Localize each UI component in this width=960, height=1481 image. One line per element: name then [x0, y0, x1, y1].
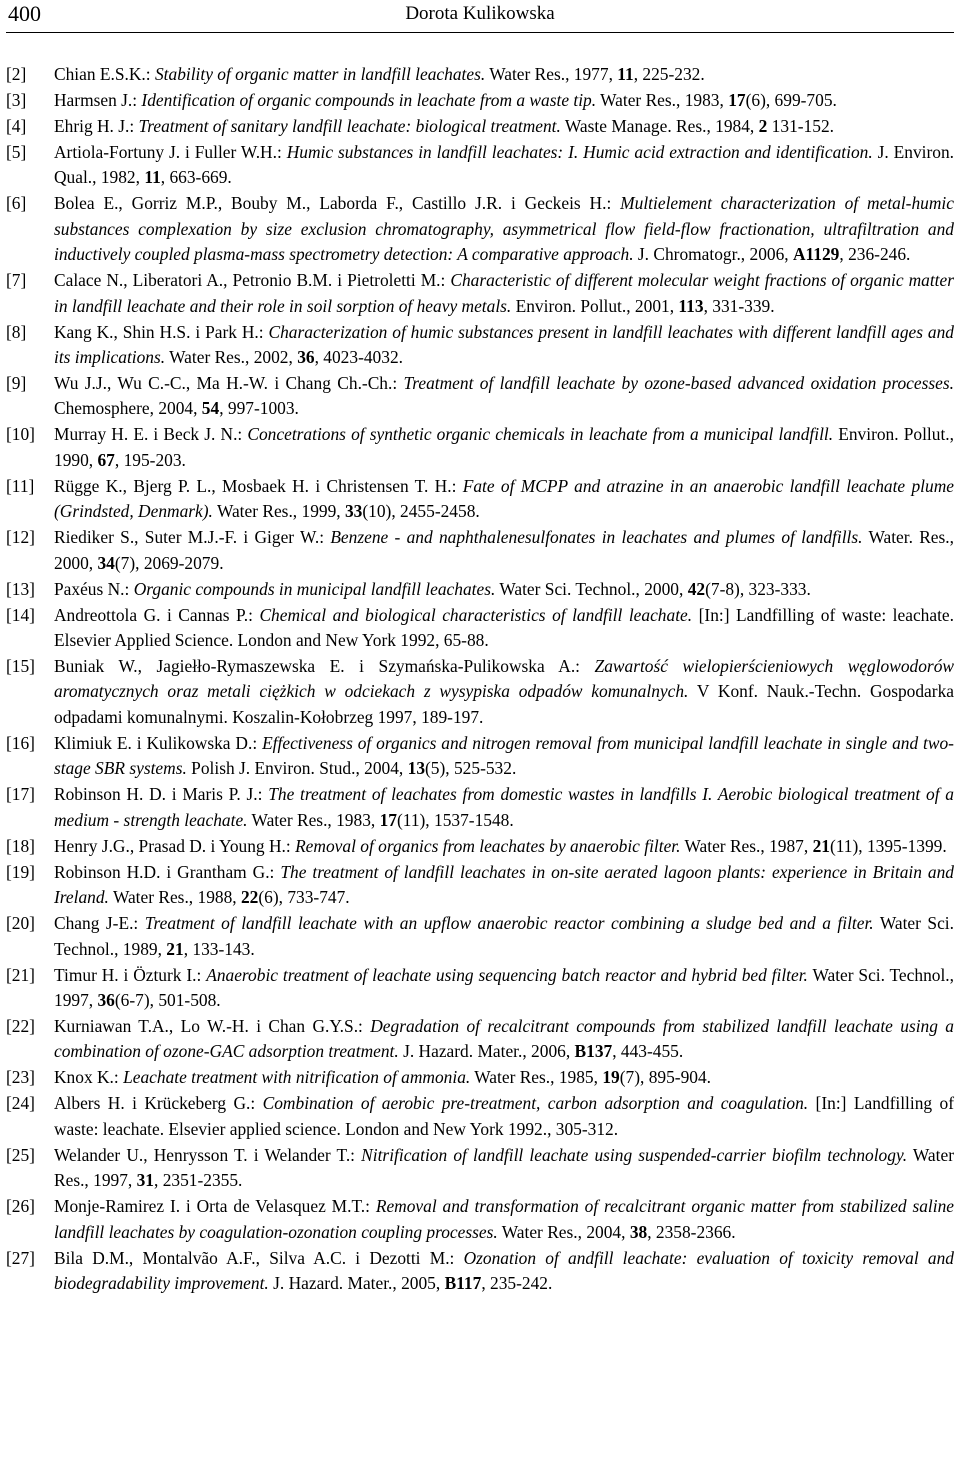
reference-number: [16]: [6, 732, 35, 753]
reference-volume: 42: [687, 578, 706, 599]
reference-authors: Robinson H.D. i Grantham G.:: [54, 861, 281, 882]
reference-pages: , 663-669.: [160, 167, 232, 188]
reference-pages: , 236-246.: [839, 244, 911, 265]
reference-authors: Knox K.:: [54, 1067, 124, 1088]
reference-volume: 19: [602, 1067, 620, 1088]
reference-title: Leachate treatment with nitrification of ammonia.: [123, 1067, 471, 1088]
reference-journal: J. Hazard. Mater., 2005,: [268, 1272, 445, 1293]
reference-number: [3]: [6, 90, 27, 110]
reference-title: Degradation of recalcitrant compounds from stabilized landfill leachate using a combination of ozone-GAC adsorption treatment.: [54, 1015, 954, 1062]
reference-authors: Wu J.J., Wu C.-C., Ma H.-W. i Chang Ch.-Ch.:: [54, 373, 404, 394]
reference-pages: , 2351-2355.: [154, 1170, 243, 1191]
reference-title: Multielement characterization of metal-humic substances complexation by size exclusion chromatography, asymmetrical flow field-flow fractionation, ultrafiltration and inductively coupled plasma-mass spectrometry detection: A comparative approach.: [54, 193, 954, 265]
reference-volume: 11: [144, 167, 161, 188]
reference-title: Treatment of landfill leachate with an upflow anaerobic reactor combining a sludge bed and a filter.: [144, 913, 874, 934]
reference-volume: 17: [379, 809, 397, 830]
reference-title: Characterization of humic substances present in landfill leachates with different landfill ages and its implications.: [54, 321, 954, 368]
reference-volume: B137: [574, 1041, 613, 1062]
reference-authors: Klimiuk E. i Kulikowska D.:: [54, 732, 263, 753]
reference-pages: , 997-1003.: [219, 398, 299, 419]
reference-authors: Kang K., Shin H.S. i Park H.:: [54, 321, 269, 342]
reference-volume: 34: [97, 552, 115, 573]
reference-item: [6, 782, 954, 833]
reference-authors: Riediker S., Suter M.J.-F. i Giger W.:: [54, 527, 331, 548]
reference-item: [6, 88, 954, 113]
reference-number: [15]: [6, 656, 35, 677]
reference-item: [6, 963, 954, 1014]
reference-title: Identification of organic compounds in leachate from a waste tip.: [141, 90, 597, 110]
reference-journal: J. Chromatogr., 2006,: [633, 244, 793, 265]
reference-number: [13]: [6, 578, 35, 599]
reference-number: [24]: [6, 1093, 35, 1114]
running-header: [6, 0, 954, 33]
reference-volume: 38: [629, 1221, 648, 1242]
reference-volume: 2: [758, 116, 768, 136]
reference-journal: Water Res., 1987,: [680, 835, 813, 856]
reference-item: [6, 654, 954, 730]
reference-title: Removal and transformation of recalcitrant organic matter from stabilized saline landfill leachates by coagulation-ozonation coupling processes.: [54, 1196, 954, 1242]
reference-pages: , 225-232.: [633, 64, 705, 84]
reference-journal: Water. Res., 2000,: [54, 527, 954, 573]
reference-item: [6, 860, 954, 911]
reference-item: [6, 62, 954, 87]
reference-number: [5]: [6, 142, 27, 162]
reference-item: [6, 525, 954, 576]
reference-item: [6, 422, 954, 473]
reference-title: Chemical and biological characteristics of landfill leachate.: [259, 604, 693, 625]
reference-authors: Calace N., Liberatori A., Petronio B.M. i Pietroletti M.:: [54, 270, 451, 291]
page-number: 400: [8, 1, 41, 26]
reference-authors: Ehrig H. J.:: [54, 116, 139, 136]
reference-pages: , 235-242.: [481, 1272, 553, 1293]
reference-title: Zawartość wielopierścieniowych węglowodorów aromatycznych oraz metali ciężkich w odciekach z wysypiska odpadów komunalnych.: [54, 656, 954, 702]
reference-journal: [In:] Landfilling of waste: leachate. Elsevier Applied Science. London and New York 1992, 65-88.: [54, 604, 954, 651]
reference-journal: Polish J. Environ. Stud., 2004,: [186, 758, 408, 779]
reference-volume: 13: [407, 758, 426, 779]
reference-number: [18]: [6, 835, 35, 856]
reference-pages: (7-8), 323-333.: [705, 578, 811, 599]
reference-authors: Artiola-Fortuny J. i Fuller W.H.:: [54, 142, 287, 162]
reference-journal: Water Sci. Technol., 1997,: [54, 964, 954, 1010]
reference-title: Combination of aerobic pre-treatment, carbon adsorption and coagulation.: [262, 1093, 809, 1114]
reference-pages: (5), 525-532.: [425, 758, 517, 779]
reference-journal: Water Res., 2004,: [497, 1221, 630, 1242]
reference-journal: Environ. Pollut., 2001,: [511, 295, 679, 316]
reference-number: [10]: [6, 424, 35, 445]
reference-title: Ozonation of andfill leachate: evaluation of toxicity removal and biodegradability improvement.: [54, 1247, 954, 1293]
reference-number: [17]: [6, 784, 35, 805]
reference-volume: B117: [444, 1272, 482, 1293]
reference-number: [6]: [6, 193, 27, 214]
reference-pages: (11), 1395-1399.: [829, 835, 947, 856]
reference-authors: Bila D.M., Montalvão A.F., Silva A.C. i Dezotti M.:: [54, 1247, 464, 1268]
reference-volume: 11: [617, 64, 634, 84]
reference-authors: Buniak W., Jagiełło-Rymaszewska E. i Szymańska-Pulikowska A.:: [54, 656, 595, 677]
reference-journal: Water Res., 1988,: [108, 887, 241, 908]
reference-volume: 67: [97, 449, 115, 470]
reference-authors: Harmsen J.:: [54, 90, 142, 110]
reference-pages: 131-152.: [767, 116, 834, 136]
reference-item: [6, 1194, 954, 1245]
reference-volume: 22: [240, 887, 259, 908]
reference-journal: Waste Manage. Res., 1984,: [560, 116, 759, 136]
reference-authors: Paxéus N.:: [54, 578, 134, 599]
reference-pages: (11), 1537-1548.: [396, 809, 514, 830]
reference-number: [21]: [6, 964, 35, 985]
reference-pages: (6), 733-747.: [258, 887, 350, 908]
reference-journal: Water Res., 1999,: [212, 501, 345, 522]
reference-title: Characteristic of different molecular weight fractions of organic matter in landfill leachate and their role in soil sorption of heavy metals.: [54, 270, 954, 316]
reference-title: Effectiveness of organics and nitrogen removal from municipal landfill leachate in single and two-stage SBR systems.: [54, 732, 954, 779]
reference-journal: [In:] Landfilling of waste: leachate. Elsevier applied science. London and New York 1992., 305-312.: [54, 1093, 955, 1139]
reference-title: Humic substances in landfill leachates: I. Humic acid extraction and identification.: [286, 142, 873, 162]
reference-title: Treatment of landfill leachate by ozone-based advanced oxidation processes.: [403, 373, 954, 394]
reference-number: [2]: [6, 64, 27, 84]
reference-item: [6, 911, 954, 962]
reference-title: Treatment of sanitary landfill leachate: biological treatment.: [138, 116, 561, 136]
reference-number: [27]: [6, 1247, 35, 1268]
reference-title: Stability of organic matter in landfill leachates.: [154, 64, 486, 84]
reference-journal: Water Res., 1997,: [54, 1144, 954, 1191]
reference-item: [6, 834, 954, 859]
reference-number: [8]: [6, 321, 27, 342]
reference-volume: 113: [678, 295, 704, 316]
reference-journal: Water Sci. Technol., 2000,: [495, 578, 688, 599]
reference-journal: Environ. Pollut., 1990,: [54, 424, 954, 470]
reference-volume: 54: [201, 398, 220, 419]
reference-authors: Andreottola G. i Cannas P.:: [54, 604, 260, 625]
reference-journal: Water Res., 2002,: [165, 347, 298, 368]
reference-volume: 33: [344, 501, 363, 522]
reference-pages: , 2358-2366.: [647, 1221, 736, 1242]
reference-volume: 36: [97, 989, 115, 1010]
reference-volume: 31: [136, 1170, 154, 1191]
reference-item: [6, 731, 954, 782]
reference-number: [23]: [6, 1067, 35, 1088]
reference-number: [22]: [6, 1015, 35, 1036]
reference-pages: , 4023-4032.: [314, 347, 403, 368]
reference-title: Concetrations of synthetic organic chemicals in leachate from a municipal landfill.: [247, 424, 834, 445]
reference-item: [6, 1014, 954, 1065]
reference-item: [6, 1065, 954, 1090]
reference-volume: A1129: [792, 244, 840, 265]
reference-pages: (10), 2455-2458.: [362, 501, 480, 522]
header-author: Dorota Kulikowska: [405, 3, 555, 24]
reference-title: The treatment of landfill leachates in on-site aerated lagoon plants: experience in Britain and Ireland.: [54, 861, 954, 908]
reference-title: Removal of organics from leachates by anaerobic filter.: [295, 835, 681, 856]
reference-authors: Timur H. i Özturk I.:: [54, 964, 207, 985]
reference-pages: (6), 699-705.: [745, 90, 837, 110]
reference-title: Organic compounds in municipal landfill leachates.: [133, 578, 496, 599]
reference-journal: Water Sci. Technol., 1989,: [54, 913, 954, 959]
reference-volume: 21: [812, 835, 830, 856]
reference-authors: Chian E.S.K.:: [54, 64, 155, 84]
reference-number: [12]: [6, 527, 35, 548]
reference-pages: (6-7), 501-508.: [114, 989, 221, 1010]
reference-authors: Kurniawan T.A., Lo W.-H. i Chan G.Y.S.:: [54, 1015, 371, 1036]
reference-item: [6, 577, 954, 602]
reference-item: [6, 140, 954, 191]
reference-item: [6, 1091, 954, 1142]
reference-title: The treatment of leachates from domestic wastes in landfills I. Aerobic biological treatment of a medium - strength leachate.: [54, 784, 954, 830]
reference-pages: , 195-203.: [114, 449, 186, 470]
reference-number: [4]: [6, 116, 27, 136]
reference-item: [6, 1143, 954, 1194]
reference-number: [7]: [6, 270, 27, 291]
reference-volume: 21: [166, 938, 184, 959]
reference-authors: Rügge K., Bjerg P. L., Mosbaek H. i Christensen T. H.:: [54, 475, 463, 496]
reference-title: Benzene - and naphthalenesulfonates in leachates and plumes of landfills.: [330, 527, 863, 548]
reference-volume: 17: [728, 90, 746, 110]
reference-item: [6, 371, 954, 422]
reference-item: [6, 114, 954, 139]
reference-item: [6, 191, 954, 267]
reference-title: Anaerobic treatment of leachate using sequencing batch reactor and hybrid bed filter.: [206, 964, 808, 985]
reference-authors: Murray H. E. i Beck J. N.:: [54, 424, 248, 445]
reference-number: [20]: [6, 913, 35, 934]
reference-number: [26]: [6, 1196, 35, 1217]
reference-journal: Water Res., 1983,: [247, 809, 380, 830]
reference-journal: Water Res., 1983,: [596, 90, 729, 110]
reference-pages: , 133-143.: [183, 938, 255, 959]
reference-title: Nitrification of landfill leachate using suspended-carrier biofilm technology.: [361, 1144, 908, 1165]
reference-authors: Bolea E., Gorriz M.P., Bouby M., Laborda F., Castillo J.R. i Geckeis H.:: [54, 193, 621, 214]
reference-item: [6, 268, 954, 319]
reference-journal: V Konf. Nauk.-Techn. Gospodarka odpadami komunalnymi. Koszalin-Kołobrzeg 1997, 189-197.: [54, 681, 954, 727]
reference-item: [6, 1246, 954, 1297]
reference-pages: , 331-339.: [703, 295, 775, 316]
reference-pages: (7), 2069-2079.: [114, 552, 224, 573]
reference-item: [6, 603, 954, 654]
reference-journal: J. Hazard. Mater., 2006,: [398, 1041, 575, 1062]
reference-pages: (7), 895-904.: [619, 1067, 712, 1088]
reference-pages: , 443-455.: [612, 1041, 684, 1062]
reference-journal: Water Res., 1985,: [470, 1067, 603, 1088]
reference-title: Fate of MCPP and atrazine in an anaerobic landfill leachate plume (Grindsted, Denmark).: [54, 475, 954, 522]
reference-authors: Chang J-E.:: [54, 913, 145, 934]
reference-volume: 36: [297, 347, 315, 368]
reference-authors: Welander U., Henrysson T. i Welander T.:: [54, 1144, 362, 1165]
reference-authors: Monje-Ramirez I. i Orta de Velasquez M.T.:: [54, 1196, 376, 1217]
reference-journal: J. Environ. Qual., 1982,: [54, 142, 954, 188]
reference-number: [19]: [6, 861, 35, 882]
reference-item: [6, 320, 954, 371]
reference-authors: Henry J.G., Prasad D. i Young H.:: [54, 835, 296, 856]
reference-authors: Robinson H. D. i Maris P. J.:: [54, 784, 269, 805]
reference-number: [9]: [6, 373, 27, 394]
reference-number: [14]: [6, 604, 35, 625]
reference-journal: Chemosphere, 2004,: [54, 398, 202, 419]
reference-number: [25]: [6, 1144, 35, 1165]
reference-item: [6, 474, 954, 525]
reference-list: [6, 33, 954, 1296]
reference-authors: Albers H. i Krückeberg G.:: [54, 1093, 263, 1114]
reference-journal: Water Res., 1977,: [485, 64, 618, 84]
reference-number: [11]: [6, 475, 35, 496]
